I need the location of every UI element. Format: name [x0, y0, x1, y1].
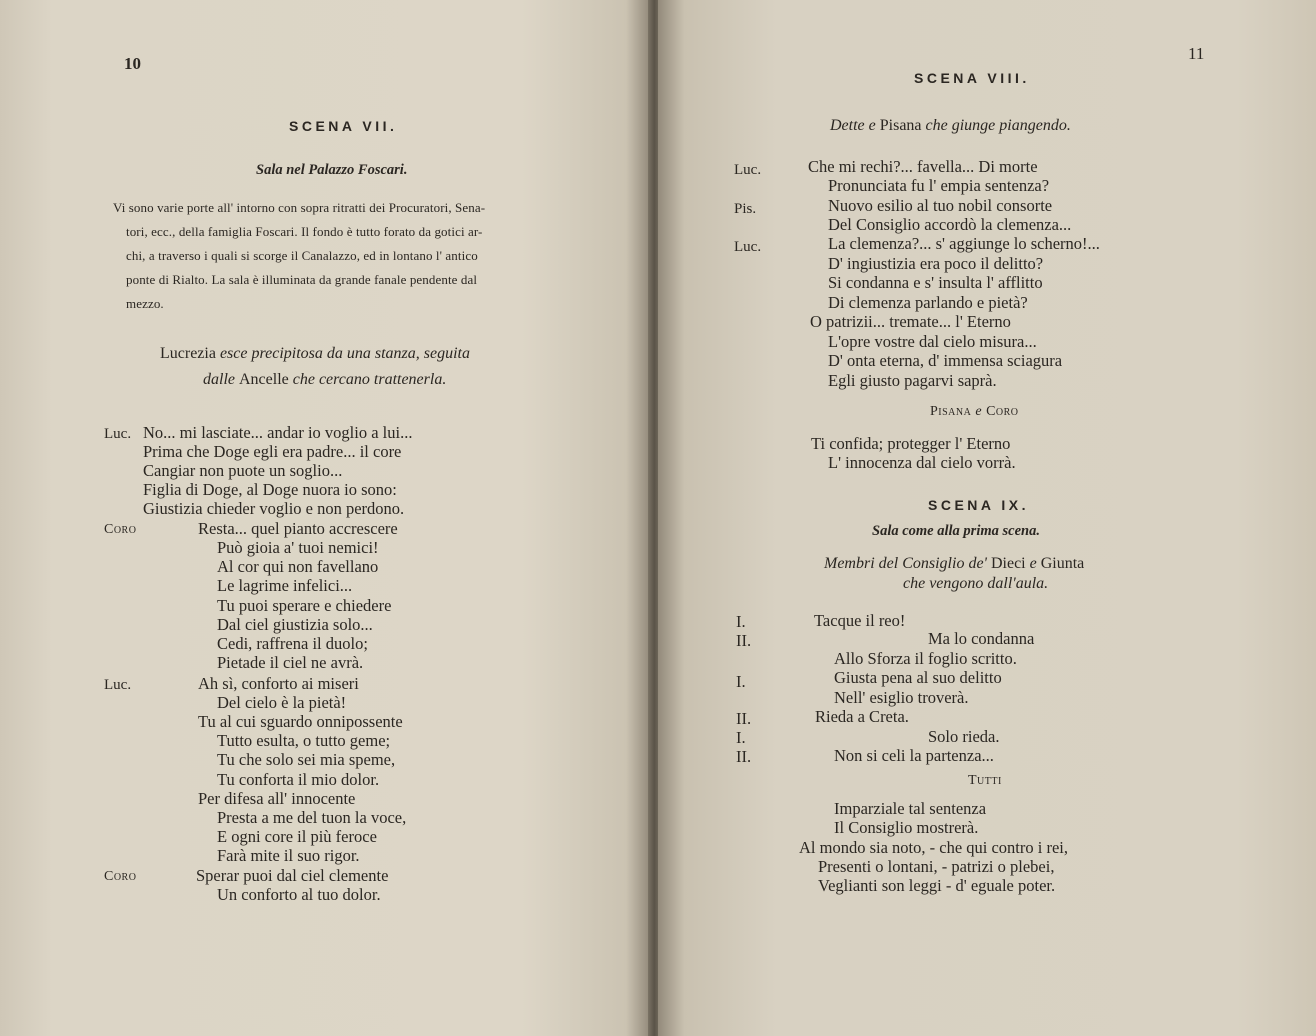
verse-line: Cangiar non puote un soglio... — [143, 461, 343, 480]
speaker-label: I. — [736, 728, 746, 747]
scene-description-line: tori, ecc., della famiglia Foscari. Il fondo è tutto forato da gotici ar- — [126, 224, 483, 239]
verse-line: Pietade il ciel ne avrà. — [217, 653, 364, 672]
speaker-heading-tutti: Tutti — [968, 773, 1002, 788]
verse-line: Ma lo condanna — [928, 629, 1035, 648]
verse-line: Tu al cui sguardo onnipossente — [198, 712, 403, 731]
verse-line: Ti confida; protegger l' Eterno — [811, 434, 1011, 453]
page-number-right: 11 — [1188, 44, 1205, 63]
speaker-label: I. — [736, 612, 746, 631]
verse-line: Nell' esiglio troverà. — [834, 688, 969, 707]
verse-line: Di clemenza parlando e pietà? — [828, 293, 1028, 312]
scene-title-ix: SCENA IX. — [928, 497, 1029, 513]
verse-line: Si condanna e s' insulta l' afflitto — [828, 273, 1043, 292]
verse-line: Tu conforta il mio dolor. — [217, 770, 380, 789]
verse-line: Allo Sforza il foglio scritto. — [834, 649, 1017, 668]
verse-line: Ah sì, conforto ai miseri — [198, 674, 359, 693]
verse-line: Imparziale tal sentenza — [834, 799, 987, 818]
verse-line: Pronunciata fu l' empia sentenza? — [828, 176, 1050, 195]
stage-direction-line: Dette e Pisana che giunge piangendo. — [830, 117, 1071, 134]
verse-line: Dal ciel giustizia solo... — [217, 615, 373, 634]
verse-line: Farà mite il suo rigor. — [217, 846, 360, 865]
verse-line: Cedi, raffrena il duolo; — [217, 634, 368, 653]
speaker-label: Luc. — [734, 239, 762, 255]
speaker-label: II. — [736, 631, 752, 650]
verse-line: Il Consiglio mostrerà. — [834, 818, 979, 837]
verse-line: Presta a me del tuon la voce, — [217, 808, 407, 827]
verse-line: Egli giusto pagarvi saprà. — [828, 371, 997, 390]
verse-line: Rieda a Creta. — [815, 707, 909, 726]
verse-line: Veglianti son leggi - d' eguale poter. — [818, 876, 1056, 895]
verse-line: E ogni core il più feroce — [217, 827, 377, 846]
verse-line: Tu che solo sei mia speme, — [217, 750, 396, 769]
verse-line: Al mondo sia noto, - che qui contro i rei, — [799, 838, 1068, 857]
page-number-left: 10 — [124, 54, 141, 73]
verse-line: O patrizii... tremate... l' Eterno — [810, 312, 1011, 331]
verse-line: La clemenza?... s' aggiunge lo scherno!... — [828, 234, 1100, 253]
verse-line: Un conforto al tuo dolor. — [217, 885, 381, 904]
speaker-label: I. — [736, 672, 746, 691]
speaker-label: II. — [736, 709, 752, 728]
stage-direction-line: dalle Ancelle che cercano trattenerla. — [203, 371, 447, 388]
verse-line: Figlia di Doge, al Doge nuora io sono: — [143, 480, 397, 499]
verse-line: Non si celi la partenza... — [834, 746, 994, 765]
stage-direction-line: Lucrezia esce precipitosa da una stanza, seguita — [160, 345, 470, 362]
verse-line: Sperar puoi dal ciel clemente — [196, 866, 389, 885]
verse-line: Solo rieda. — [928, 727, 1000, 746]
scene-description-line: Vi sono varie porte all' intorno con sopra ritratti dei Procuratori, Sena- — [113, 200, 486, 215]
speaker-label: II. — [736, 747, 752, 766]
verse-line: Può gioia a' tuoi nemici! — [217, 538, 379, 557]
speaker-label: Pis. — [734, 201, 757, 217]
stage-direction-line: Membri del Consiglio de' Dieci e Giunta — [824, 555, 1085, 572]
verse-line: Del Consiglio accordò la clemenza... — [828, 215, 1072, 234]
scene-title-vii: SCENA VII. — [289, 118, 398, 134]
left-page — [0, 0, 652, 1036]
speaker-label: Coro — [104, 869, 137, 884]
speaker-heading: Pisana e Coro — [930, 404, 1019, 419]
speaker-label: Coro — [104, 522, 137, 537]
verse-line: Giustizia chieder voglio e non perdono. — [143, 499, 405, 518]
scene-setting: Sala come alla prima scena. — [872, 523, 1040, 539]
speaker-label: Luc. — [104, 677, 132, 693]
speaker-label: Luc. — [734, 162, 762, 178]
verse-line: Tu puoi sperare e chiedere — [217, 596, 392, 615]
scene-setting: Sala nel Palazzo Foscari. — [256, 162, 408, 178]
verse-line: Tutto esulta, o tutto geme; — [217, 731, 391, 750]
scene-title-viii: SCENA VIII. — [914, 70, 1030, 86]
stage-direction-line: che vengono dall'aula. — [903, 575, 1049, 592]
verse-line: Le lagrime infelici... — [217, 576, 353, 595]
verse-line: No... mi lasciate... andar io voglio a lui... — [143, 423, 413, 442]
verse-line: Resta... quel pianto accrescere — [198, 519, 398, 538]
verse-line: Del cielo è la pietà! — [217, 693, 347, 712]
scene-description-line: ponte di Rialto. La sala è illuminata da grande fanale pendente dal — [126, 272, 478, 287]
verse-line: Nuovo esilio al tuo nobil consorte — [828, 196, 1053, 215]
verse-line: D' ingiustizia era poco il delitto? — [828, 254, 1044, 273]
verse-line: Per difesa all' innocente — [198, 789, 356, 808]
verse-line: L'opre vostre dal cielo misura... — [828, 332, 1037, 351]
verse-line: Giusta pena al suo delitto — [834, 668, 1002, 687]
scene-description-line: chi, a traverso i quali si scorge il Canalazzo, ed in lontano l' antico — [126, 248, 478, 263]
right-page — [658, 0, 1316, 1036]
verse-line: Presenti o lontani, - patrizi o plebei, — [818, 857, 1055, 876]
speaker-label: Luc. — [104, 426, 132, 442]
verse-line: L' innocenza dal cielo vorrà. — [828, 453, 1016, 472]
scene-description-line: mezzo. — [126, 296, 164, 311]
verse-line: Che mi rechi?... favella... Di morte — [808, 157, 1038, 176]
verse-line: D' onta eterna, d' immensa sciagura — [828, 351, 1063, 370]
verse-line: Prima che Doge egli era padre... il core — [143, 442, 402, 461]
verse-line: Tacque il reo! — [814, 611, 906, 630]
verse-line: Al cor qui non favellano — [217, 557, 379, 576]
